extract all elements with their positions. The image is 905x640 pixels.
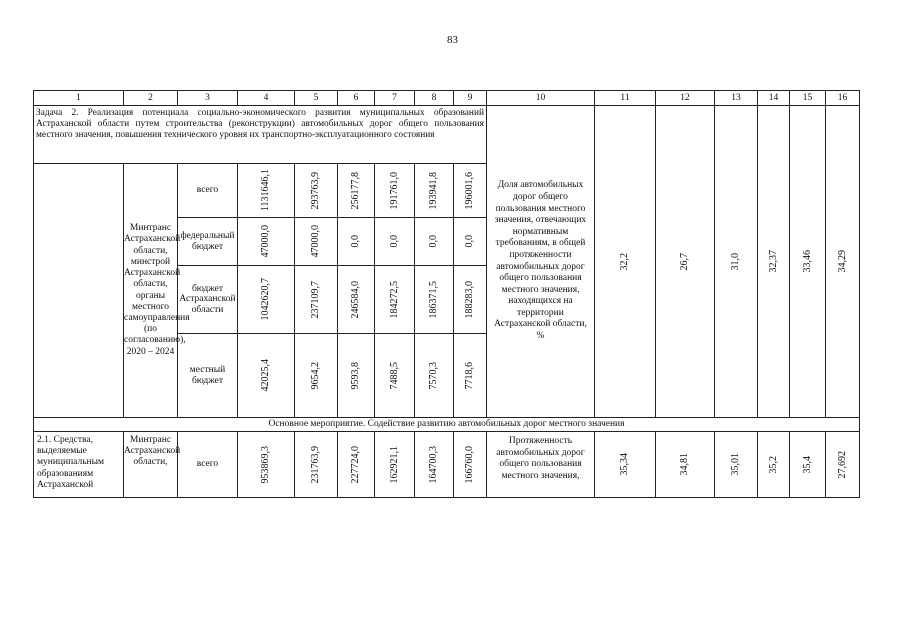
funding-source: всего [178, 164, 238, 218]
header-cell: 14 [758, 91, 790, 106]
value-cell [238, 266, 295, 334]
value-cell [375, 266, 415, 334]
value-cell [375, 334, 415, 418]
value: 0,0 [428, 235, 440, 248]
value-cell [238, 164, 295, 218]
header-cell: 10 [487, 91, 595, 106]
indicator-value-cell [656, 106, 715, 418]
program-table [33, 90, 860, 498]
table-row [34, 432, 860, 498]
indicator-value-cell [758, 432, 790, 498]
value: 0,0 [350, 235, 362, 248]
main-event-row [34, 418, 860, 432]
value-cell [238, 334, 295, 418]
value-cell [415, 164, 454, 218]
value-cell [338, 218, 375, 266]
header-cell: 6 [338, 91, 375, 106]
header-cell: 7 [375, 91, 415, 106]
funding-source: всего [178, 432, 238, 498]
main-event: Основное мероприятие. Содействие развитию автомобильных дорог местного значения [34, 418, 860, 432]
value: 193941,8 [428, 171, 440, 210]
header-cell: 4 [238, 91, 295, 106]
value-cell [295, 432, 338, 498]
value: 256177,8 [350, 171, 362, 210]
indicator-value: 33,46 [801, 250, 813, 273]
indicator-value: 27,692 [836, 450, 848, 479]
value: 7570,3 [428, 361, 440, 390]
value-cell [415, 432, 454, 498]
indicator-value-cell [790, 432, 826, 498]
indicator-value-cell [826, 106, 860, 418]
header-cell: 12 [656, 91, 715, 106]
value-cell [295, 334, 338, 418]
header-cell: 3 [178, 91, 238, 106]
value-cell [295, 218, 338, 266]
indicator-value: 32,2 [619, 252, 631, 271]
header-cell: 1 [34, 91, 124, 106]
header-cell: 8 [415, 91, 454, 106]
indicator-value: 35,4 [801, 455, 813, 474]
value-cell [454, 266, 487, 334]
value: 231763,9 [310, 445, 322, 484]
item-indicator: Протяженность автомобильных дорог общего пользования местного значения, [487, 432, 595, 498]
item-name: 2.1. Средства, выделяемые муниципальным образованиям Астраханской [34, 432, 124, 498]
header-cell: 13 [715, 91, 758, 106]
header-cell: 11 [595, 91, 656, 106]
value: 1131646,1 [260, 169, 272, 212]
value-cell [454, 218, 487, 266]
value-cell [338, 266, 375, 334]
value: 293763,9 [310, 171, 322, 210]
value: 164700,3 [428, 445, 440, 484]
indicator-value: 34,81 [679, 453, 691, 476]
indicator-value: 34,29 [836, 250, 848, 273]
task-title-row [34, 106, 860, 164]
value: 237109,7 [310, 280, 322, 319]
indicator-value-cell [595, 106, 656, 418]
funding-source: бюджет Астраханской области [178, 266, 238, 334]
value-cell [454, 432, 487, 498]
funding-source: местный бюджет [178, 334, 238, 418]
value-cell [415, 218, 454, 266]
indicator-value: 31,0 [730, 252, 742, 271]
value: 191761,0 [388, 171, 400, 210]
empty-cell [34, 164, 124, 418]
value-cell [415, 334, 454, 418]
value: 9593,8 [350, 361, 362, 390]
value: 0,0 [388, 235, 400, 248]
value: 0,0 [464, 235, 476, 248]
indicator-value-cell [715, 106, 758, 418]
value: 47000,0 [260, 225, 272, 258]
task-executor: Минтранс Астраханской области, минстрой Астраханской области, органы местного самоуправления (по согласованию), 2020 – 2024 [124, 164, 178, 418]
value: 7718,6 [464, 361, 476, 390]
value: 188283,0 [464, 280, 476, 319]
task-title: Задача 2. Реализация потенциала социально-экономического развития муниципальных образований Астраханской области путем строительства (реконструкции) автомобильных дорог общего пользования местного значения, повышения технического уровня их транспортно-эксплуатационного состояния [34, 106, 487, 164]
value: 246584,0 [350, 280, 362, 319]
item-executor: Минтранс Астраханской области, [124, 432, 178, 498]
value-cell [454, 164, 487, 218]
indicator-value: 35,01 [730, 453, 742, 476]
value-cell [295, 266, 338, 334]
value: 162921,1 [388, 445, 400, 484]
funding-source: федеральный бюджет [178, 218, 238, 266]
value: 9654,2 [310, 361, 322, 390]
header-cell: 9 [454, 91, 487, 106]
value: 42025,4 [260, 359, 272, 392]
value-cell [375, 218, 415, 266]
indicator-value-cell [595, 432, 656, 498]
value: 47000,0 [310, 225, 322, 258]
header-cell: 16 [826, 91, 860, 106]
indicator-value-cell [826, 432, 860, 498]
value-cell [375, 432, 415, 498]
value-cell [338, 432, 375, 498]
value-cell [454, 334, 487, 418]
page-number: 83 [447, 34, 458, 46]
header-cell: 15 [790, 91, 826, 106]
value-cell [338, 334, 375, 418]
indicator-value: 35,2 [767, 455, 779, 474]
indicator-value: 35,34 [619, 453, 631, 476]
value-cell [295, 164, 338, 218]
value: 7488,5 [388, 361, 400, 390]
value: 227724,0 [350, 445, 362, 484]
value: 1042620,7 [260, 278, 272, 321]
indicator-value: 26,7 [679, 252, 691, 271]
task-indicator: Доля автомобильных дорог общего пользования местного значения, отвечающих нормативным требованиям, в общей протяженности автомобильных дорог общего пользования местного значения, находящихся на территории Астраханской области, % [487, 106, 595, 418]
value: 166760,0 [464, 445, 476, 484]
header-cell: 2 [124, 91, 178, 106]
value: 196001,6 [464, 171, 476, 210]
value: 184272,5 [388, 280, 400, 319]
indicator-value-cell [758, 106, 790, 418]
value-cell [375, 164, 415, 218]
value-cell [415, 266, 454, 334]
indicator-value-cell [790, 106, 826, 418]
header-cell: 5 [295, 91, 338, 106]
indicator-value-cell [656, 432, 715, 498]
indicator-value-cell [715, 432, 758, 498]
indicator-value: 32,37 [767, 250, 779, 273]
value-cell [238, 218, 295, 266]
value: 186371,5 [428, 280, 440, 319]
value: 953869,3 [260, 445, 272, 484]
value-cell [238, 432, 295, 498]
header-row [34, 91, 860, 106]
value-cell [338, 164, 375, 218]
